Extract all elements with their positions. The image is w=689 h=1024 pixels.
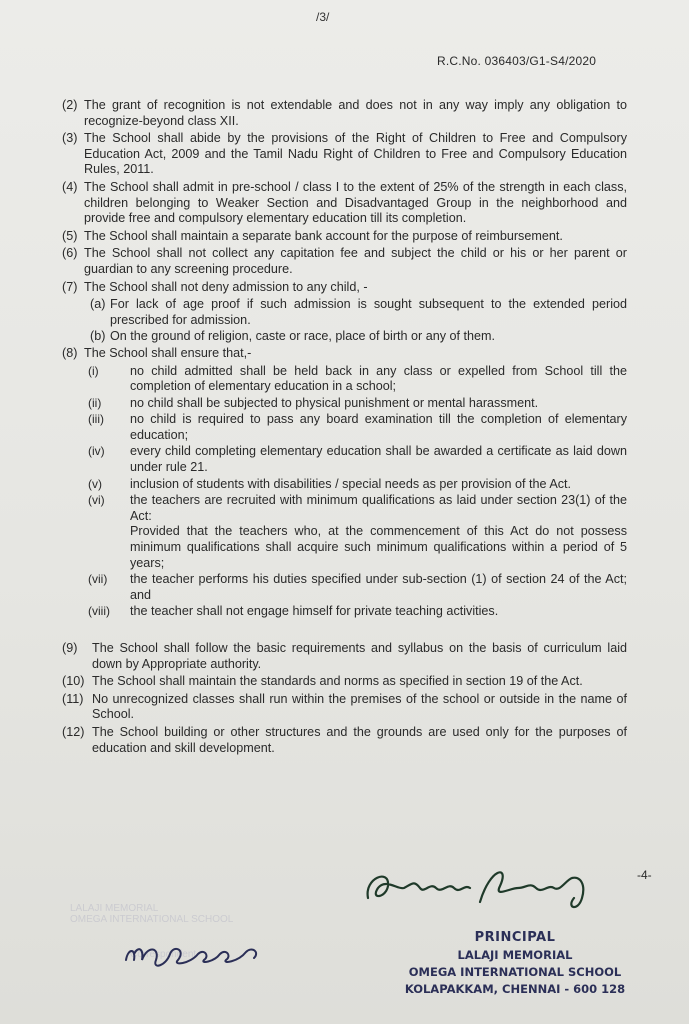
sub-condition-text: the teachers are recruited with minimum qualifications as laid under section 23(1) of the Act: (130, 493, 627, 523)
condition-text: The School shall admit in pre-school / class I to the extent of 25% of the strength in each class, children belonging to Weaker Section and Disadvantaged Group in the neighborhood and provide free and compulsory elementary education till its completion. (84, 179, 627, 226)
condition-number: (6) (62, 246, 78, 261)
faint-stamp-line: Correspondent (130, 949, 197, 960)
faint-stamp-line: LALAJI MEMORIAL (70, 903, 159, 914)
condition-11 (62, 692, 627, 723)
sub-condition-body (130, 493, 627, 571)
condition-2 (62, 98, 627, 129)
condition-6 (62, 246, 627, 277)
condition-8-viii (88, 604, 627, 620)
sub-condition-number: (vii) (88, 572, 108, 587)
sub-condition-text: no child admitted shall be held back in any class or expelled from School till the completion of elementary education in a school; (130, 363, 627, 394)
reference-number: R.C.No. 036403/G1-S4/2020 (437, 54, 597, 68)
sub-condition-text: no child shall be subjected to physical punishment or mental harassment. (130, 395, 539, 410)
principal-signature (360, 858, 600, 918)
condition-text: The grant of recognition is not extendable and does not in any way imply any obligation to recognize-beyond class XII. (84, 98, 627, 128)
stamp-line: KOLAPAKKAM, CHENNAI - 600 128 (404, 982, 626, 996)
stamp-title: PRINCIPAL (474, 930, 556, 945)
condition-number: (10) (62, 674, 85, 689)
condition-7 (62, 280, 627, 296)
condition-text: No unrecognized classes shall run within the premises of the school or outside in the name of School. (92, 691, 627, 722)
condition-7a (90, 297, 627, 328)
condition-9 (62, 641, 627, 672)
sub-condition-text: On the ground of religion, caste or race, place of birth or any of them. (110, 329, 496, 344)
sub-condition-text: For lack of age proof if such admission is sought subsequent to the extended period prescribed for admission. (110, 297, 627, 327)
next-page-marker: -4- (637, 868, 652, 882)
proviso-text: Provided that the teachers who, at the commencement of this Act do not possess minimum qualifications shall acquire such minimum qualifications within a period of 5 years; (130, 524, 627, 570)
sub-condition-number: (ii) (88, 395, 102, 410)
condition-7b (90, 329, 627, 345)
spacer (62, 621, 627, 641)
condition-number: (12) (62, 724, 85, 739)
sub-condition-number: (i) (88, 363, 99, 378)
condition-8-iv (88, 444, 627, 475)
sub-condition-number: (iii) (88, 412, 104, 427)
condition-number: (4) (62, 179, 78, 194)
condition-8-vi (88, 493, 627, 571)
condition-number: (3) (62, 131, 78, 146)
sub-condition-number: (viii) (88, 604, 110, 619)
condition-8-ii (88, 396, 627, 412)
condition-8-i (88, 364, 627, 395)
sub-condition-number: (iv) (88, 444, 105, 459)
sub-condition-number: (v) (88, 476, 102, 491)
condition-number: (7) (62, 279, 78, 294)
condition-8-vii (88, 572, 627, 603)
condition-number: (5) (62, 228, 78, 243)
sub-condition-number: (b) (90, 329, 106, 344)
condition-5 (62, 229, 627, 245)
condition-text: The School shall abide by the provisions of the Right of Children to Free and Compulsory Education Act, 2009 and the Tamil Nadu Right of Children to Free and Compulsory Education Rules, 2011. (84, 131, 627, 177)
correspondent-signature (120, 930, 270, 975)
condition-8-iii (88, 412, 627, 443)
condition-number: (2) (62, 98, 78, 112)
sub-condition-text: every child completing elementary education shall be awarded a certificate as laid down under rule 21. (130, 444, 627, 475)
condition-number: (8) (62, 345, 78, 360)
sub-condition-text: no child is required to pass any board examination till the completion of elementary education; (130, 412, 627, 442)
faint-stamp-line: OMEGA INTERNATIONAL SCHOOL (70, 914, 234, 925)
sub-condition-number: (a) (90, 297, 106, 312)
condition-text: The School shall maintain the standards and norms as specified in section 19 of the Act. (92, 674, 583, 689)
stamp-line: LALAJI MEMORIAL (457, 948, 573, 962)
condition-text: The School shall not deny admission to any child, - (84, 279, 368, 294)
condition-number: (11) (62, 691, 84, 706)
sub-condition-text: the teacher shall not engage himself for private teaching activities. (130, 604, 499, 619)
condition-8-v (88, 477, 627, 493)
principal-stamp (400, 930, 630, 996)
condition-12 (62, 725, 627, 756)
condition-10 (62, 674, 627, 690)
conditions-list (62, 98, 627, 758)
condition-3 (62, 131, 627, 178)
condition-4 (62, 180, 627, 227)
condition-text: The School shall maintain a separate bank account for the purpose of reimbursement. (84, 228, 563, 243)
page-number: /3/ (316, 10, 330, 24)
sub-condition-number: (vi) (88, 493, 105, 508)
sub-condition-text: inclusion of students with disabilities / special needs as per provision of the Act. (130, 476, 572, 491)
stamp-line: OMEGA INTERNATIONAL SCHOOL (408, 965, 622, 979)
condition-text: The School shall ensure that,- (84, 345, 252, 360)
condition-number: (9) (62, 641, 78, 655)
condition-8 (62, 346, 627, 362)
condition-text: The School shall follow the basic requirements and syllabus on the basis of curriculum laid down by Appropriate authority. (92, 641, 627, 671)
condition-text: The School building or other structures and the grounds are used only for the purposes of education and skill development. (92, 724, 627, 755)
condition-text: The School shall not collect any capitation fee and subject the child or his or her parent or guardian to any screening procedure. (84, 246, 627, 276)
sub-condition-text: the teacher performs his duties specified under sub-section (1) of section 24 of the Act; and (130, 572, 627, 602)
